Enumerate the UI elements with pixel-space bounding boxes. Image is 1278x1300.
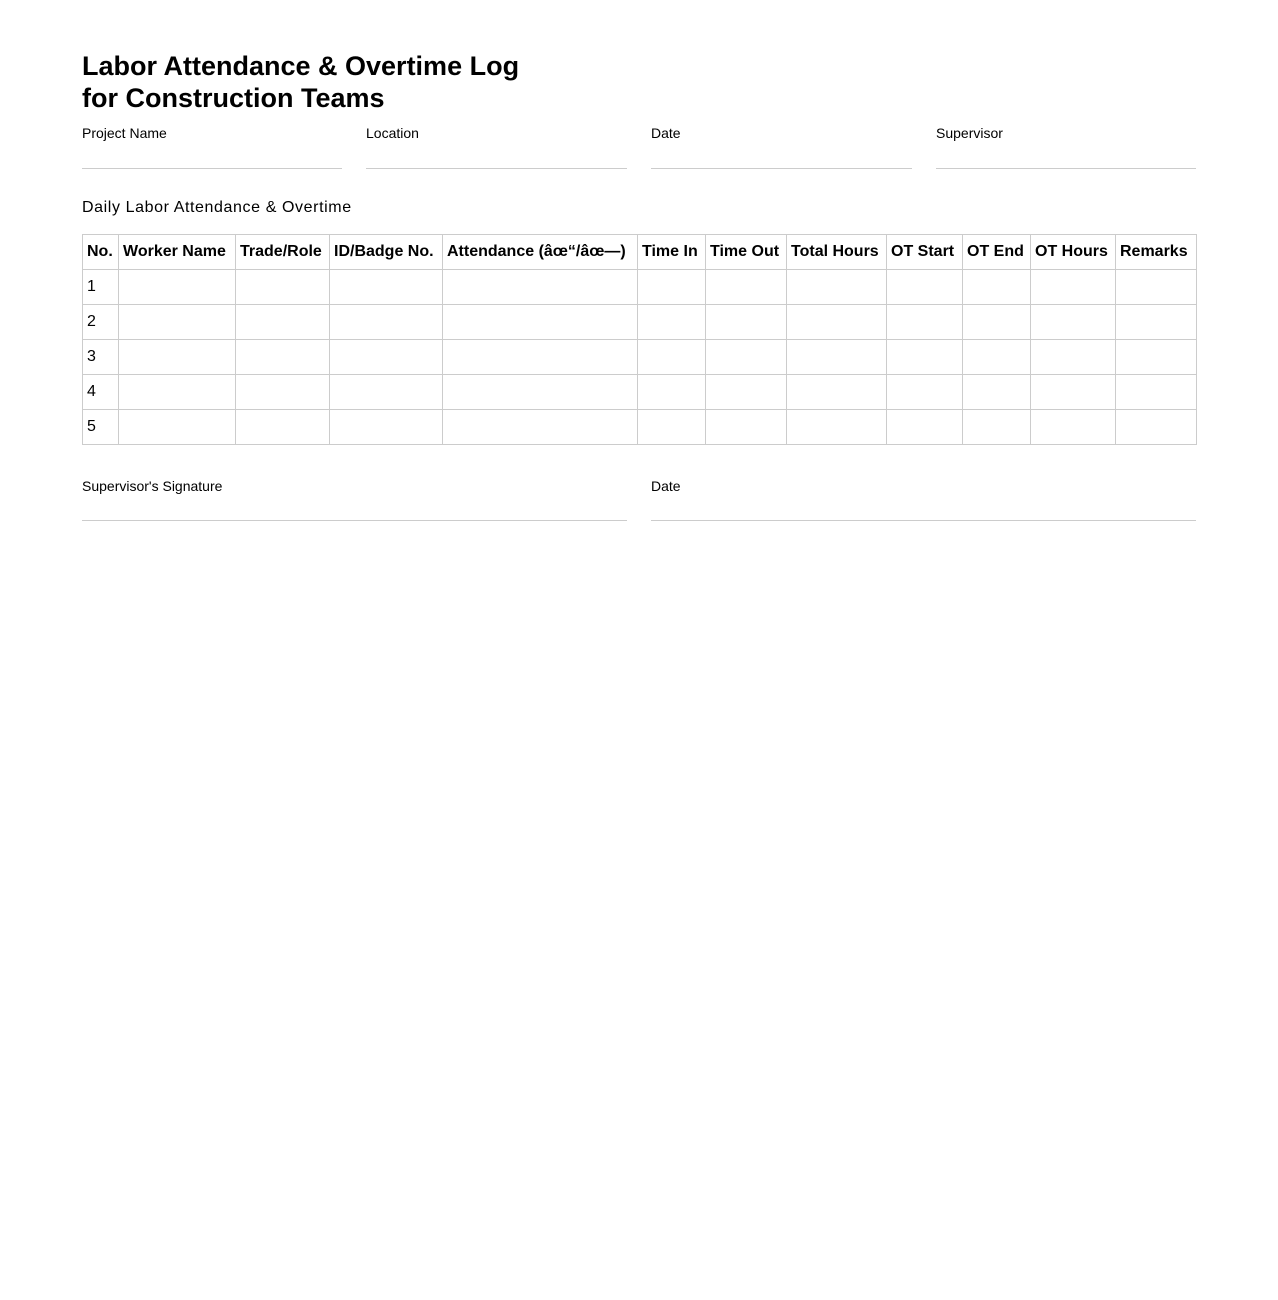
table-row [83,270,1197,305]
ot-end-cell[interactable] [963,305,1031,340]
col-header-no: No. [83,235,119,270]
date-label: Date [651,125,681,141]
ot-hours-cell[interactable] [1031,410,1116,445]
time-out-cell[interactable] [706,305,787,340]
trade-role-cell[interactable] [236,410,330,445]
col-header-ot-start: OT Start [887,235,963,270]
col-header-time-out: Time Out [706,235,787,270]
title-line-2: for Construction Teams [82,83,385,113]
col-header-id-badge: ID/Badge No. [330,235,443,270]
ot-end-cell[interactable] [963,270,1031,305]
signature-section [82,477,1196,521]
worker-name-cell[interactable] [119,375,236,410]
remarks-cell[interactable] [1116,375,1197,410]
attendance-cell[interactable] [443,305,638,340]
ot-hours-cell[interactable] [1031,340,1116,375]
attendance-cell[interactable] [443,340,638,375]
location-field[interactable] [366,124,627,169]
worker-name-cell[interactable] [119,410,236,445]
trade-role-cell[interactable] [236,340,330,375]
trade-role-cell[interactable] [236,270,330,305]
trade-role-cell[interactable] [236,305,330,340]
ot-start-cell[interactable] [887,270,963,305]
total-hours-cell[interactable] [787,305,887,340]
table-row [83,340,1197,375]
time-in-cell[interactable] [638,375,706,410]
ot-end-cell[interactable] [963,340,1031,375]
table-row [83,375,1197,410]
signature-date-label: Date [651,478,681,494]
time-out-cell[interactable] [706,375,787,410]
remarks-cell[interactable] [1116,340,1197,375]
attendance-cell[interactable] [443,375,638,410]
attendance-cell[interactable] [443,270,638,305]
id-badge-cell[interactable] [330,375,443,410]
trade-role-cell[interactable] [236,375,330,410]
remarks-cell[interactable] [1116,305,1197,340]
section-title: Daily Labor Attendance & Overtime [82,199,352,216]
location-label: Location [366,125,419,141]
time-in-cell[interactable] [638,305,706,340]
ot-start-cell[interactable] [887,305,963,340]
table-row [83,305,1197,340]
supervisor-field[interactable] [936,124,1196,169]
attendance-table [82,234,1197,445]
date-field[interactable] [651,124,912,169]
remarks-cell[interactable] [1116,410,1197,445]
project-name-label: Project Name [82,125,167,141]
total-hours-cell[interactable] [787,375,887,410]
time-in-cell[interactable] [638,340,706,375]
row-number: 3 [83,340,119,375]
time-out-cell[interactable] [706,340,787,375]
col-header-ot-end: OT End [963,235,1031,270]
worker-name-cell[interactable] [119,340,236,375]
header-fields [82,124,1196,168]
time-in-cell[interactable] [638,410,706,445]
time-in-cell[interactable] [638,270,706,305]
col-header-total-hours: Total Hours [787,235,887,270]
id-badge-cell[interactable] [330,270,443,305]
project-name-field[interactable] [82,124,342,169]
worker-name-cell[interactable] [119,270,236,305]
col-header-time-in: Time In [638,235,706,270]
attendance-cell[interactable] [443,410,638,445]
remarks-cell[interactable] [1116,270,1197,305]
ot-start-cell[interactable] [887,375,963,410]
time-out-cell[interactable] [706,270,787,305]
row-number: 1 [83,270,119,305]
supervisor-label: Supervisor [936,125,1003,141]
ot-start-cell[interactable] [887,410,963,445]
col-header-worker-name: Worker Name [119,235,236,270]
col-header-remarks: Remarks [1116,235,1197,270]
signature-date-field[interactable] [651,477,1196,521]
row-number: 2 [83,305,119,340]
page-title [82,50,602,114]
total-hours-cell[interactable] [787,340,887,375]
ot-start-cell[interactable] [887,340,963,375]
total-hours-cell[interactable] [787,410,887,445]
ot-hours-cell[interactable] [1031,375,1116,410]
worker-name-cell[interactable] [119,305,236,340]
supervisor-signature-label: Supervisor's Signature [82,478,223,494]
table-row [83,410,1197,445]
ot-hours-cell[interactable] [1031,270,1116,305]
col-header-trade-role: Trade/Role [236,235,330,270]
title-line-1: Labor Attendance & Overtime Log [82,51,520,81]
row-number: 4 [83,375,119,410]
ot-end-cell[interactable] [963,410,1031,445]
ot-hours-cell[interactable] [1031,305,1116,340]
id-badge-cell[interactable] [330,340,443,375]
table-header-row [83,235,1197,270]
id-badge-cell[interactable] [330,410,443,445]
col-header-attendance: Attendance (âœ“/âœ—) [443,235,638,270]
total-hours-cell[interactable] [787,270,887,305]
supervisor-signature-field[interactable] [82,477,627,521]
id-badge-cell[interactable] [330,305,443,340]
time-out-cell[interactable] [706,410,787,445]
col-header-ot-hours: OT Hours [1031,235,1116,270]
ot-end-cell[interactable] [963,375,1031,410]
row-number: 5 [83,410,119,445]
